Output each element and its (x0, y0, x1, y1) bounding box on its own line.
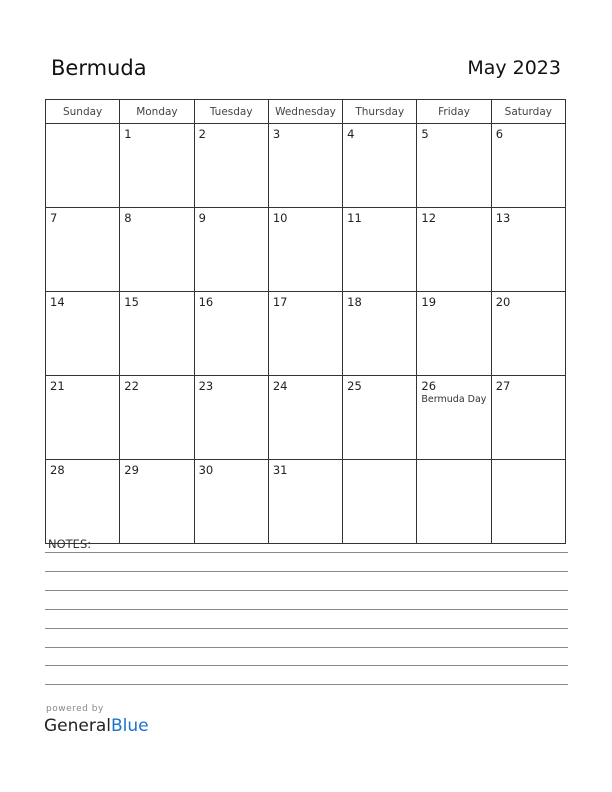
brand-blue-text: Blue (111, 716, 149, 736)
week-row (46, 208, 566, 292)
week-row (46, 124, 566, 208)
week-row (46, 376, 566, 460)
weekday-wednesday: Wednesday (268, 100, 342, 124)
day-cell (46, 460, 120, 544)
calendar-grid (45, 99, 566, 544)
note-line (45, 665, 568, 666)
week-row (46, 460, 566, 544)
holiday-label: Bermuda Day (421, 394, 487, 405)
weekday-header-row (46, 100, 566, 124)
day-number: 4 (347, 127, 355, 141)
day-cell (120, 460, 194, 544)
day-number: 1 (124, 127, 132, 141)
day-number: 31 (272, 463, 288, 477)
weekday-sunday: Sunday (46, 100, 120, 124)
day-cell (417, 460, 491, 544)
day-cell (46, 376, 120, 460)
day-cell (268, 292, 342, 376)
day-number: 6 (495, 127, 504, 141)
day-cell (120, 292, 194, 376)
day-cell (46, 292, 120, 376)
day-cell (491, 208, 565, 292)
day-number: 29 (124, 463, 139, 477)
day-cell (194, 124, 268, 208)
day-cell (491, 376, 565, 460)
day-cell (120, 124, 194, 208)
day-number: 20 (495, 295, 511, 309)
day-cell (417, 376, 491, 460)
day-cell (194, 460, 268, 544)
day-cell (194, 208, 268, 292)
day-cell (194, 376, 268, 460)
day-number: 25 (347, 379, 362, 393)
day-number: 24 (272, 379, 288, 393)
note-line (45, 590, 568, 591)
day-number: 9 (198, 211, 206, 225)
day-number: 18 (347, 295, 362, 309)
day-cell (491, 124, 565, 208)
weekday-friday: Friday (417, 100, 491, 124)
day-cell (268, 124, 342, 208)
powered-by-text: powered by (46, 704, 104, 714)
note-line (45, 552, 568, 553)
weekday-monday: Monday (120, 100, 194, 124)
day-number: 11 (347, 211, 362, 225)
weekday-thursday: Thursday (343, 100, 417, 124)
day-cell (417, 208, 491, 292)
day-cell (268, 376, 342, 460)
note-line (45, 571, 568, 572)
day-number: 5 (421, 127, 429, 141)
day-cell (194, 292, 268, 376)
day-cell (417, 292, 491, 376)
day-number: 16 (198, 295, 214, 309)
day-number: 2 (198, 127, 206, 141)
day-number: 3 (272, 127, 281, 141)
note-line (45, 647, 568, 648)
day-cell (120, 376, 194, 460)
day-cell (343, 292, 417, 376)
day-cell (417, 124, 491, 208)
day-number: 30 (198, 463, 214, 477)
day-cell (46, 208, 120, 292)
day-number: 14 (50, 295, 65, 309)
day-cell (343, 208, 417, 292)
day-number: 19 (421, 295, 437, 309)
day-number: 12 (421, 211, 437, 225)
day-number: 13 (495, 211, 511, 225)
day-number: 27 (495, 379, 511, 393)
day-cell (343, 376, 417, 460)
day-cell (268, 460, 342, 544)
weekday-saturday: Saturday (491, 100, 565, 124)
day-number: 23 (198, 379, 214, 393)
note-line (45, 628, 568, 629)
weekday-tuesday: Tuesday (194, 100, 268, 124)
day-cell (46, 124, 120, 208)
day-cell (120, 208, 194, 292)
day-cell (491, 460, 565, 544)
brand-general-text: General (44, 716, 111, 736)
day-cell (343, 124, 417, 208)
note-line (45, 609, 568, 610)
day-number: 22 (124, 379, 139, 393)
day-number: 28 (50, 463, 65, 477)
day-number: 7 (50, 211, 58, 225)
day-cell (491, 292, 565, 376)
day-number: 8 (124, 211, 132, 225)
country-title: Bermuda (51, 56, 147, 80)
note-line (45, 684, 568, 685)
day-number: 21 (50, 379, 65, 393)
notes-label: NOTES: (48, 537, 92, 551)
brand-logo (44, 716, 149, 736)
day-cell (268, 208, 342, 292)
day-number: 26 (421, 379, 437, 393)
week-row (46, 292, 566, 376)
day-number: 17 (272, 295, 288, 309)
day-number: 15 (124, 295, 139, 309)
day-number: 10 (272, 211, 288, 225)
day-cell (343, 460, 417, 544)
month-year-title: May 2023 (467, 57, 561, 79)
